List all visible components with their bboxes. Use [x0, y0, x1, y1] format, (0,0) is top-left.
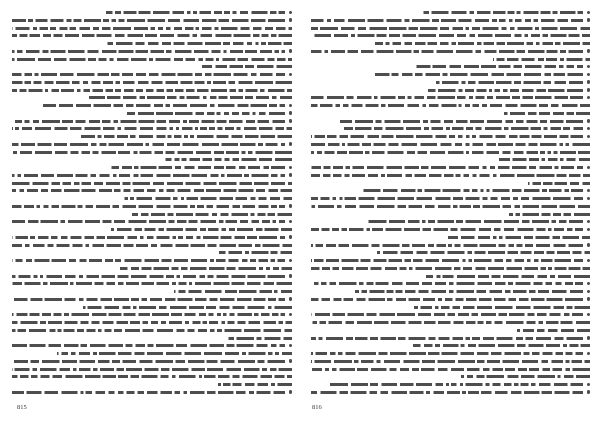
text-line — [12, 151, 292, 154]
text-line — [110, 166, 292, 169]
text-line — [461, 375, 590, 378]
text-line — [12, 58, 292, 61]
text-line — [12, 50, 292, 53]
text-line — [330, 383, 590, 386]
text-line — [12, 127, 292, 130]
text-line — [12, 282, 292, 285]
text-line — [89, 96, 292, 99]
text-line — [426, 275, 590, 278]
text-line — [132, 213, 292, 216]
text-line — [375, 42, 590, 45]
text-line — [311, 96, 590, 99]
text-line — [12, 368, 292, 371]
text-line — [12, 27, 292, 30]
text-line — [12, 220, 292, 223]
page-text — [12, 11, 292, 395]
text-line — [43, 104, 292, 107]
text-line — [311, 104, 590, 107]
text-line — [448, 236, 590, 239]
text-line — [311, 337, 590, 340]
text-line — [361, 189, 590, 192]
text-line — [311, 313, 590, 316]
text-line — [219, 251, 292, 254]
text-line — [311, 166, 590, 169]
text-line — [12, 259, 292, 262]
text-line — [311, 368, 590, 371]
text-line — [12, 89, 292, 92]
text-line — [311, 27, 590, 30]
text-line — [124, 197, 292, 200]
text-line — [413, 344, 590, 347]
text-line — [127, 112, 292, 115]
page-number: 816 — [312, 404, 322, 411]
text-line — [12, 244, 292, 247]
text-line — [340, 120, 590, 123]
text-line — [12, 205, 292, 208]
text-line — [120, 267, 292, 270]
text-line — [81, 135, 292, 138]
text-line — [12, 34, 292, 37]
text-line — [12, 298, 292, 301]
text-line — [311, 135, 590, 138]
text-line — [174, 290, 292, 293]
text-line — [414, 306, 590, 309]
text-line — [506, 213, 590, 216]
text-line — [421, 11, 590, 14]
text-line — [218, 383, 292, 386]
text-line — [517, 329, 590, 332]
text-line — [106, 11, 292, 14]
text-line — [344, 127, 590, 130]
text-line — [377, 251, 590, 254]
text-line — [311, 244, 590, 247]
text-line — [12, 275, 292, 278]
text-line — [12, 344, 292, 347]
text-line — [311, 259, 590, 262]
text-line — [314, 282, 590, 285]
text-line — [57, 352, 292, 355]
text-line — [106, 42, 292, 45]
text-line — [12, 313, 292, 316]
text-line — [435, 81, 590, 84]
text-line — [504, 112, 590, 115]
text-line — [12, 120, 292, 123]
text-line — [311, 50, 590, 53]
text-line — [311, 197, 590, 200]
page-text — [311, 11, 590, 395]
text-line — [311, 34, 590, 37]
text-line — [163, 158, 292, 161]
text-line — [311, 174, 590, 177]
text-line — [415, 65, 590, 68]
text-line — [311, 151, 590, 154]
text-line — [428, 89, 590, 92]
text-line — [12, 360, 292, 363]
text-line — [12, 189, 292, 192]
text-line — [12, 19, 292, 22]
text-line — [12, 236, 292, 239]
text-line — [499, 158, 590, 161]
text-line — [311, 143, 590, 146]
text-line — [12, 375, 292, 378]
page-right — [300, 0, 600, 424]
text-line — [12, 391, 292, 394]
text-line — [311, 298, 590, 301]
text-line — [493, 58, 590, 61]
page-number: 815 — [17, 404, 27, 411]
text-line — [12, 329, 292, 332]
text-line — [12, 143, 292, 146]
text-line — [311, 228, 590, 231]
text-line — [311, 391, 590, 394]
text-line — [311, 321, 590, 324]
text-line — [355, 290, 590, 293]
text-line — [12, 174, 292, 177]
text-line — [311, 19, 590, 22]
text-line — [228, 337, 292, 340]
text-line — [528, 182, 590, 185]
text-line — [311, 205, 590, 208]
text-line — [12, 321, 292, 324]
text-line — [311, 267, 590, 270]
text-line — [12, 182, 292, 185]
text-line — [373, 73, 590, 76]
text-line — [201, 65, 292, 68]
text-line — [12, 81, 292, 84]
text-line — [111, 228, 292, 231]
text-line — [311, 360, 590, 363]
text-line — [311, 352, 590, 355]
text-line — [368, 220, 590, 223]
text-line — [12, 73, 292, 76]
text-line — [83, 306, 292, 309]
